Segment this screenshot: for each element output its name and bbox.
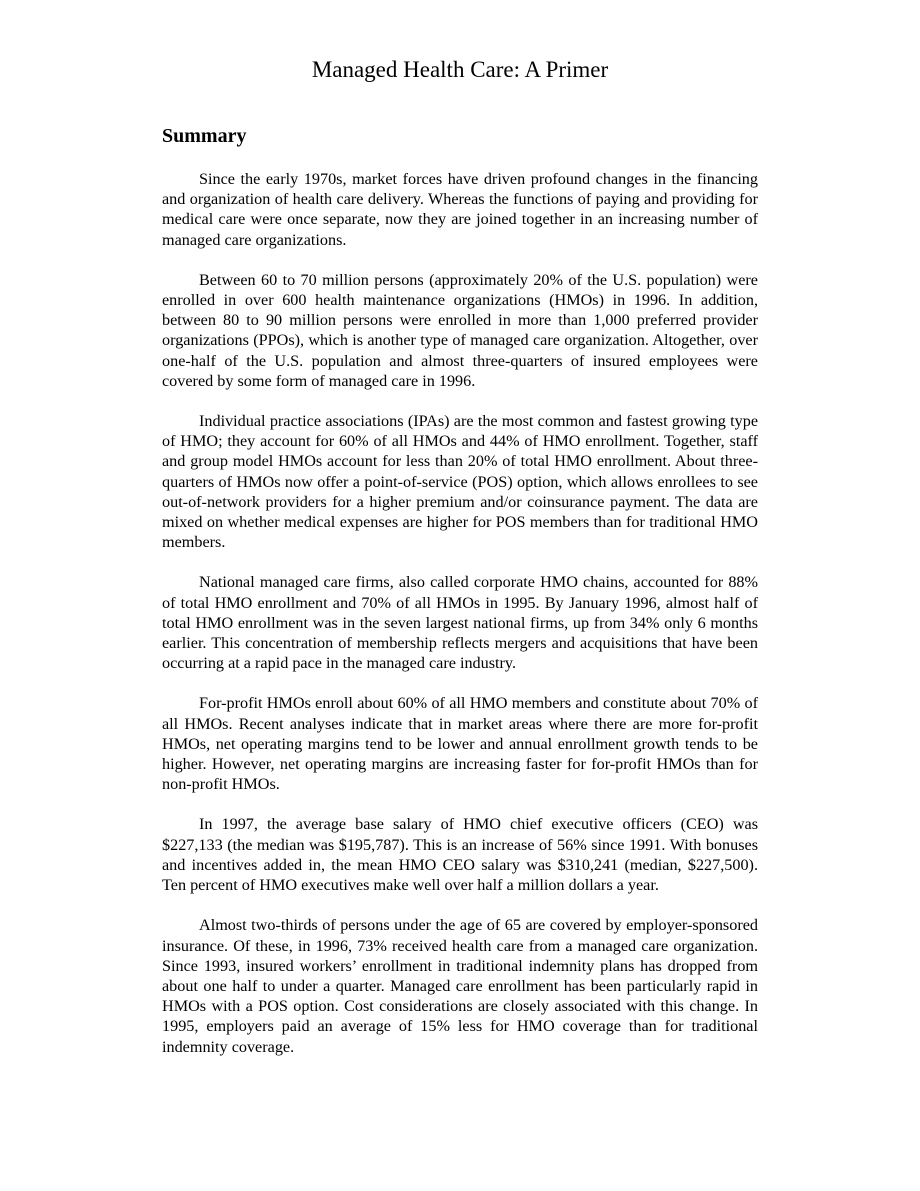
section-heading-summary: Summary: [162, 125, 247, 147]
paragraph-national-firms: National managed care firms, also called corporate HMO chains, accounted for 88% of total HMO enrollment and 70% of all HMOs in 1995. By January 1996, almost half of total HMO enrollment was in the seven largest national firms, up from 34% only 6 months earlier. This concentration of membership reflects mergers and acquisitions that have been occurring at a rapid pace in the managed care industry.: [162, 573, 758, 673]
paragraph-market-forces: Since the early 1970s, market forces have driven profound changes in the financing and organization of health care delivery. Whereas the functions of paying and providing for medical care were once separate, now they are joined together in an increasing number of managed care organizations.: [162, 170, 758, 249]
paragraph-enrollment: Between 60 to 70 million persons (approximately 20% of the U.S. population) were enrolled in over 600 health maintenance organizations (HMOs) in 1996. In addition, between 80 to 90 million persons were enrolled in more than 1,000 preferred provider organizations (PPOs), which is another type of managed care organization. Altogether, over one-half of the U.S. population and almost three-quarters of insured employees were covered by some form of managed care in 1996.: [162, 270, 758, 390]
document-title: Managed Health Care: A Primer: [311, 57, 609, 82]
paragraph-ipas: Individual practice associations (IPAs) are the most common and fastest growing type of HMO; they account for 60% of all HMOs and 44% of HMO enrollment. Together, staff and group model HMOs account for less than 20% of total HMO enrollment. About three-quarters of HMOs now offer a point-of-service (POS) option, which allows enrollees to see out-of-network providers for a higher premium and/or coinsurance payment. The data are mixed on whether medical expenses are higher for POS members than for traditional HMO members.: [162, 412, 758, 552]
paragraph-for-profit: For-profit HMOs enroll about 60% of all HMO members and constitute about 70% of all HMOs. Recent analyses indicate that in market areas where there are more for-profit HMOs, net operating margins tend to be lower and annual enrollment growth tends to be higher. However, net operating margins are increasing faster for for-profit HMOs than for non-profit HMOs.: [162, 694, 758, 794]
paragraph-ceo-salary: In 1997, the average base salary of HMO chief executive officers (CEO) was $227,133 (the median was $195,787). This is an increase of 56% since 1991. With bonuses and incentives added in, the mean HMO CEO salary was $310,241 (median, $227,500). Ten percent of HMO executives make well over half a million dollars a year.: [162, 815, 758, 895]
summary-body: [162, 169, 758, 1077]
paragraph-employer-insurance: Almost two-thirds of persons under the age of 65 are covered by employer-sponsored insurance. Of these, in 1996, 73% received health care from a managed care organization. Since 1993, insured workers’ enrollment in traditional indemnity plans has dropped from about one half to under a quarter. Managed care enrollment has been particularly rapid in HMOs with a POS option. Cost considerations are closely associated with this change. In 1995, employers paid an average of 15% less for HMO coverage than for traditional indemnity coverage.: [162, 916, 758, 1056]
